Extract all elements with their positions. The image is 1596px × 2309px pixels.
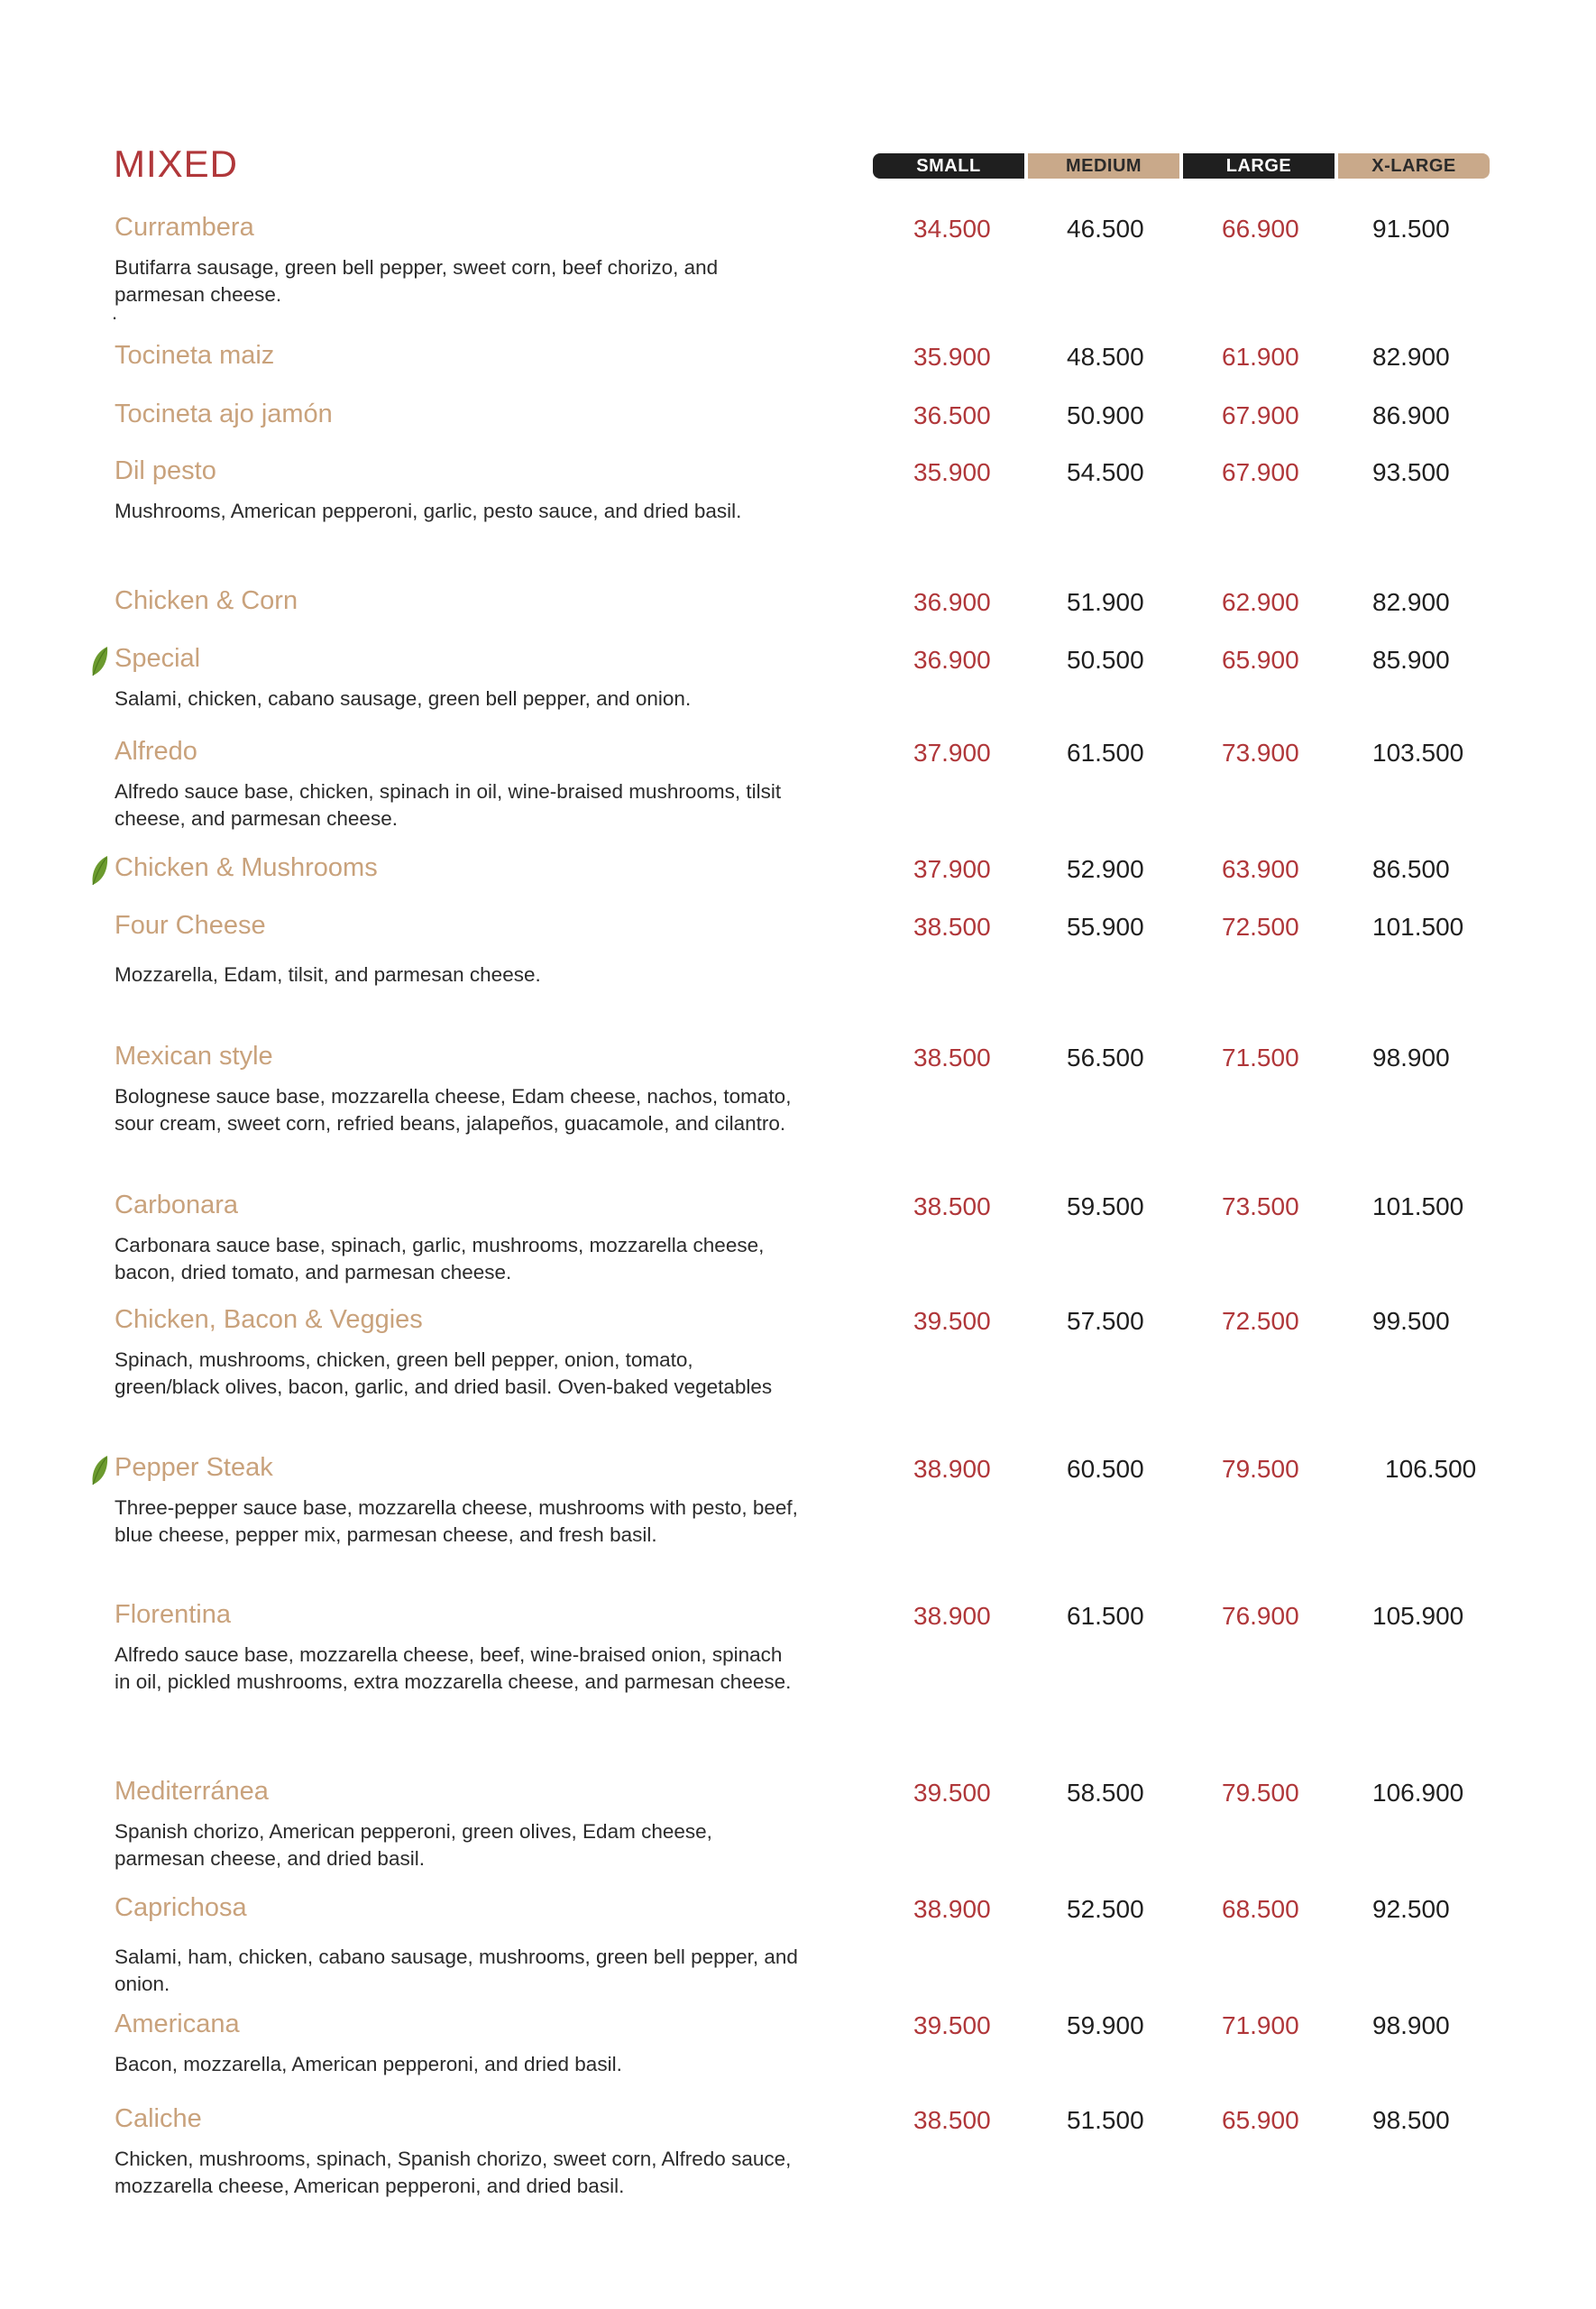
price-xlarge: 106.500 [1385,1455,1477,1483]
price-medium: 51.500 [1067,2106,1144,2134]
item-name: Pepper Steak [115,1453,273,1482]
size-label-small: SMALL [873,153,1024,179]
price-medium: 56.500 [1067,1044,1144,1072]
price-medium: 55.900 [1067,913,1144,941]
item-description: Spinach, mushrooms, chicken, green bell pepper, onion, tomato, green/black olives, bacon, garlic, and dried basil. Oven-baked vegetables [115,1348,773,1398]
price-large: 76.900 [1222,1602,1299,1630]
leaf-icon [89,1455,109,1486]
price-medium: 46.500 [1067,215,1144,243]
price-large: 68.500 [1222,1895,1299,1923]
item-description: Three-pepper sauce base, mozzarella cheese, mushrooms with pesto, beef, blue cheese, pepper mix, parmesan cheese, and fresh basil. [115,1496,798,1546]
size-header [873,153,1490,179]
price-large: 66.900 [1222,215,1299,243]
price-xlarge: 85.900 [1372,646,1450,674]
price-large: 61.900 [1222,343,1299,371]
leaf-icon [89,646,109,676]
price-medium: 59.900 [1067,2011,1144,2039]
price-xlarge: 98.900 [1372,2011,1450,2039]
item-description: Mozzarella, Edam, tilsit, and parmesan cheese. [115,963,541,986]
price-xlarge: 101.500 [1372,1192,1464,1220]
item-description: Mushrooms, American pepperoni, garlic, pesto sauce, and dried basil. [115,500,742,522]
price-xlarge: 105.900 [1372,1602,1464,1630]
price-small: 38.900 [913,1602,991,1630]
price-large: 67.900 [1222,401,1299,429]
price-xlarge: 103.500 [1372,739,1464,767]
item-description: Alfredo sauce base, mozzarella cheese, beef, wine-braised onion, spinach in oil, pickled mushrooms, extra mozzarella cheese, and parmesan cheese. [115,1643,792,1693]
item-name: Chicken, Bacon & Veggies [115,1305,423,1334]
section-title: MIXED [114,143,239,185]
item-name: Special [115,644,201,673]
price-xlarge: 82.900 [1372,343,1450,371]
price-medium: 58.500 [1067,1779,1144,1807]
item-name: Currambera [115,213,254,242]
price-small: 38.900 [913,1895,991,1923]
price-large: 73.500 [1222,1192,1299,1220]
item-name: Carbonara [115,1191,239,1219]
item-description: Spanish chorizo, American pepperoni, green olives, Edam cheese, parmesan cheese, and dried basil. [115,1820,712,1870]
price-xlarge: 93.500 [1372,458,1450,486]
price-xlarge: 91.500 [1372,215,1450,243]
size-label-xlarge: X-LARGE [1338,153,1490,179]
price-medium: 60.500 [1067,1455,1144,1483]
item-description: Salami, ham, chicken, cabano sausage, mushrooms, green bell pepper, and onion. [115,1946,798,1995]
price-xlarge: 86.500 [1372,855,1450,883]
item-description: Butifarra sausage, green bell pepper, sweet corn, beef chorizo, and parmesan cheese. [115,256,719,306]
item-name: Tocineta maiz [115,341,275,370]
price-medium: 48.500 [1067,343,1144,371]
item-name: Dil pesto [115,456,216,485]
price-xlarge: 101.500 [1372,913,1464,941]
item-name: Four Cheese [115,911,266,940]
item-name: Florentina [115,1600,231,1629]
price-small: 39.500 [913,2011,991,2039]
price-small: 34.500 [913,215,991,243]
item-name: Caliche [115,2104,202,2133]
item-description: Bolognese sauce base, mozzarella cheese, Edam cheese, nachos, tomato, sour cream, sweet corn, refried beans, jalapeños, guacamole, and cilantro. [115,1085,792,1135]
price-xlarge: 98.900 [1372,1044,1450,1072]
price-small: 36.500 [913,401,991,429]
item-description: Salami, chicken, cabano sausage, green bell pepper, and onion. [115,687,692,710]
price-medium: 61.500 [1067,1602,1144,1630]
price-large: 63.900 [1222,855,1299,883]
price-small: 36.900 [913,646,991,674]
item-name: Americana [115,2010,240,2038]
price-xlarge: 82.900 [1372,588,1450,616]
price-large: 67.900 [1222,458,1299,486]
price-large: 65.900 [1222,646,1299,674]
price-small: 39.500 [913,1779,991,1807]
item-name: Mediterránea [115,1777,269,1806]
price-medium: 52.500 [1067,1895,1144,1923]
price-large: 79.500 [1222,1779,1299,1807]
price-xlarge: 86.900 [1372,401,1450,429]
item-name: Mexican style [115,1042,273,1071]
price-small: 38.500 [913,1044,991,1072]
price-medium: 61.500 [1067,739,1144,767]
size-label-medium: MEDIUM [1028,153,1179,179]
price-small: 37.900 [913,855,991,883]
item-name: Caprichosa [115,1893,247,1922]
item-name: Chicken & Corn [115,586,298,615]
price-small: 38.500 [913,1192,991,1220]
price-large: 71.900 [1222,2011,1299,2039]
price-xlarge: 106.900 [1372,1779,1464,1807]
price-medium: 52.900 [1067,855,1144,883]
price-small: 35.900 [913,458,991,486]
item-name: Chicken & Mushrooms [115,853,378,882]
price-large: 62.900 [1222,588,1299,616]
item-extra-mark: . [112,301,118,324]
price-small: 36.900 [913,588,991,616]
price-medium: 54.500 [1067,458,1144,486]
price-large: 79.500 [1222,1455,1299,1483]
price-small: 38.500 [913,2106,991,2134]
price-large: 71.500 [1222,1044,1299,1072]
price-small: 38.900 [913,1455,991,1483]
price-medium: 50.500 [1067,646,1144,674]
price-xlarge: 99.500 [1372,1307,1450,1335]
price-large: 72.500 [1222,1307,1299,1335]
price-large: 72.500 [1222,913,1299,941]
price-small: 39.500 [913,1307,991,1335]
price-medium: 50.900 [1067,401,1144,429]
price-xlarge: 98.500 [1372,2106,1450,2134]
item-name: Alfredo [115,737,197,766]
item-name: Tocineta ajo jamón [115,400,333,428]
price-small: 35.900 [913,343,991,371]
item-description: Carbonara sauce base, spinach, garlic, mushrooms, mozzarella cheese, bacon, dried tomato, and parmesan cheese. [115,1234,765,1283]
price-large: 65.900 [1222,2106,1299,2134]
price-medium: 59.500 [1067,1192,1144,1220]
leaf-icon [89,855,109,886]
item-description: Bacon, mozzarella, American pepperoni, and dried basil. [115,2053,622,2075]
price-small: 37.900 [913,739,991,767]
price-small: 38.500 [913,913,991,941]
item-description: Alfredo sauce base, chicken, spinach in oil, wine-braised mushrooms, tilsit cheese, and parmesan cheese. [115,780,782,830]
price-large: 73.900 [1222,739,1299,767]
price-medium: 51.900 [1067,588,1144,616]
price-medium: 57.500 [1067,1307,1144,1335]
item-description: Chicken, mushrooms, spinach, Spanish chorizo, sweet corn, Alfredo sauce, mozzarella cheese, American pepperoni, and dried basil. [115,2148,792,2197]
price-xlarge: 92.500 [1372,1895,1450,1923]
size-label-large: LARGE [1183,153,1335,179]
